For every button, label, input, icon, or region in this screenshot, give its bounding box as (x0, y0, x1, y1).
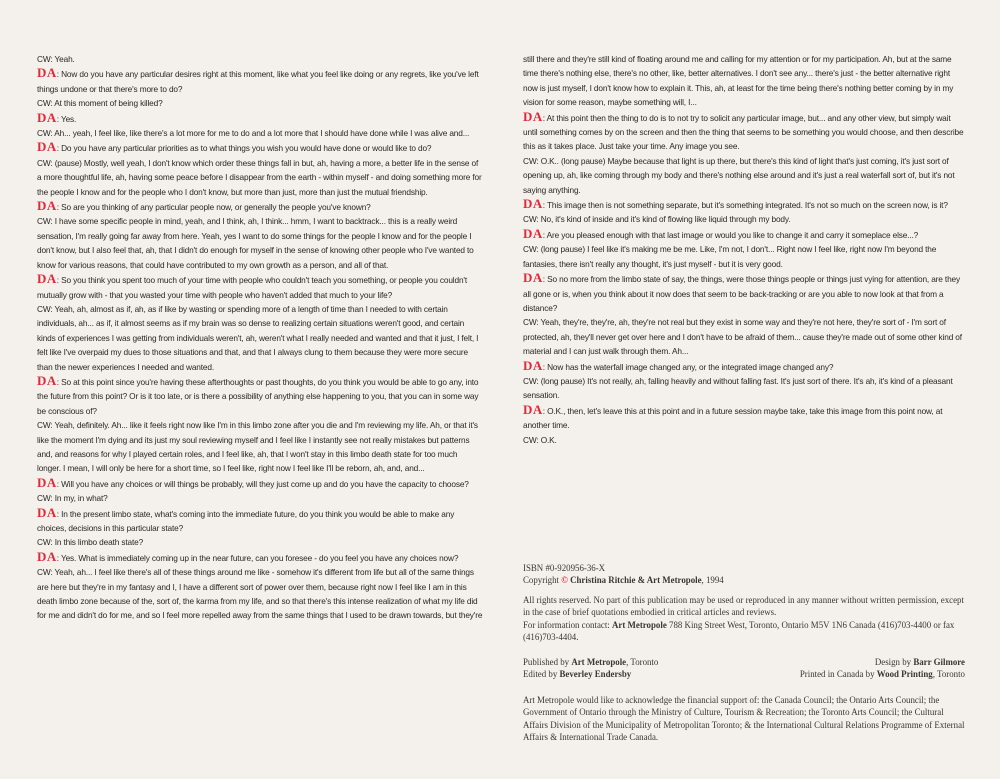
transcript-line (523, 212, 966, 226)
credits-block (523, 656, 965, 681)
speaker-da-label: DA (523, 108, 543, 124)
speaker-da-label: DA (523, 270, 543, 286)
transcript-text: (long pause) I feel like it's making me be me. Like, I'm not, I don't... Right now I feel like, right now I'm beyond the fantasies, there isn't really any thought, it's just myself - but it is very good. (523, 244, 937, 269)
transcript-line: DA: Will you have any choices or will things be probably, will they just come up and do you have the capacity to choose? (37, 474, 469, 490)
transcript-text: No, it's kind of inside and it's kind of flowing like liquid through my body. (540, 214, 791, 225)
speaker-da-label: DA (523, 196, 543, 212)
transcript-left-column (37, 52, 483, 623)
transcript-line: DA: Yes. What is immediately coming up in the near future, can you foresee - do you feel you have any choices now? (37, 548, 459, 564)
transcript-text: Yes. (60, 113, 77, 124)
transcript-line: DA: Now has the waterfall image changed any, or the integrated image changed any? (523, 357, 834, 373)
speaker-cw-label: CW: (523, 214, 539, 225)
transcript-line (37, 214, 483, 272)
speaker-da-label: DA (37, 474, 57, 490)
acknowledgement-block (523, 694, 965, 744)
transcript-text: (long pause) It's not really, ah, falling heavily and without falling fast. It's just sort of there. It's ah, it's kind of a pleasant sensation. (523, 375, 953, 401)
transcript-line (523, 433, 966, 447)
contact-info: For information contact: Art Metropole 788 King Street West, Toronto, Ontario M5V 1N6 Canada (416)703-4400 or fax (416)703-4404. (523, 619, 955, 643)
transcript-text: So at this point since you're having these afterthoughts or past thoughts, do you think you would be able to go any, into the future from this point? Or is it too late, or is there a possibility of anything else happening to you, that you can in some way be conscious of? (37, 376, 479, 416)
transcript-text: Yeah, definitely. Ah... like it feels right now like I'm in this limbo zone after you die and I'm reviewing my life. Ah, or that it's like the moment I'm dying and its just my soul reviewing myself and I feel like I instantly see not really mistakes but patterns and, and reasons for why I played certain roles, and I feel like, ah, that I won't stay in this limbo death state for too much longer. I mean, I will only be here for a short time, so I feel like, right now I feel like I'll be reborn, ah, and, and... (37, 420, 478, 474)
transcript-line (523, 242, 966, 271)
transcript-text: Now do you have any particular desires right at this moment, like what you feel like doing or any regrets, like you've left things undone or that there's more to do? (37, 69, 479, 94)
edited-by: Edited by Beverley Endersby (523, 669, 632, 680)
transcript-text: Yeah, ah, almost as if, ah, as if like by wasting or spending more of a length of time than I needed to with certain individuals, ah... as if, it almost seems as if my brain was so dense to realizing certain situations weren't good, and certain kinds of experiences I was getting from individuals weren't, ah, weren't what I really needed and wanted and that it just, I felt, I felt like I've overpaid my dues to those situations and that, and that I always clung to them because they were more secure than the newer experiences I needed and wanted. (37, 303, 479, 372)
transcript-line: DA: So at this point since you're having these afterthoughts or past thoughts, do you think you would be able to go any, into the future from this point? Or is it too late, or is there a possibility of anything else happening to you, that you can in some way be conscious of? (37, 372, 479, 416)
transcript-text: At this moment of being killed? (54, 98, 163, 109)
speaker-cw-label: CW: (37, 420, 53, 431)
rights-text: All rights reserved. No part of this publication may be used or reproduced in any manner without written permission, except in the case of brief quotations embodied in critical articles and reviews. (523, 595, 964, 618)
transcript-text: O.K., then, let's leave this at this point and in a future session maybe take, take this image from this point now, at another time. (523, 405, 943, 431)
transcript-text: In the present limbo state, what's coming into the immediate future, do you think you would be able to make any choices, decisions in this particular state? (37, 508, 455, 533)
transcript-right-column (523, 52, 966, 447)
transcript-line (523, 154, 966, 197)
transcript-text: Yes. What is immediately coming up in the near future, can you foresee - do you feel you have any choices now? (60, 552, 459, 563)
speaker-da-label: DA (523, 357, 543, 373)
transcript-text: In this limbo death state? (54, 537, 144, 548)
speaker-da-label: DA (37, 504, 57, 520)
transcript-text: O.K.. (long pause) Maybe because that light is up there, but there's this kind of light that's just coming, it's just sort of opening up, ah, like coming through my body and there's nothing else around and it's just a real waterfall sort of, but it's not saying anything. (523, 155, 955, 195)
speaker-cw-label: CW: (523, 155, 539, 166)
transcript-line (37, 126, 483, 140)
transcript-line (37, 565, 483, 623)
speaker-cw-label: CW: (37, 303, 53, 314)
transcript-text: This image then is not something separate, but it's something integrated. It's not so much on the screen now, is it? (546, 200, 948, 211)
transcript-text: Ah... yeah, I feel like, like there's a lot more for me to do and a lot more that I should have done while I was alive and... (54, 128, 470, 139)
speaker-cw-label: CW: (37, 567, 53, 578)
transcript-line: DA: Now do you have any particular desires right at this moment, like what you feel like doing or any regrets, like you've left things undone or that there's more to do? (37, 65, 479, 94)
speaker-cw-label: CW: (523, 434, 539, 445)
transcript-text: So no more from the limbo state of say, the things, were those things people or things just vying for attention, are they all gone or is, when you think about it now does that seem to be back-tracking or are you able to now look at that from a distance? (523, 274, 961, 313)
speaker-da-label: DA (37, 139, 57, 155)
speaker-da-label: DA (37, 548, 57, 564)
acknowledgement-text: Art Metropole would like to acknowledge the financial support of: the Canada Council; the Ontario Arts Council; the Government of Ontario through the Ministry of Culture, Tourism & Recreation; the Toronto Arts Council; the Cultural Affairs Division of the Municipality of Metropolitan Toronto; & the International Cultural Relations Programme of External Affairs & International Trade Canada. (523, 695, 965, 743)
speaker-cw-label: CW: (37, 54, 53, 64)
transcript-line (37, 535, 483, 549)
speaker-da-label: DA (37, 109, 57, 125)
transcript-text: Do you have any particular priorities as to what things you wish you would have done or would like to do? (61, 143, 432, 154)
copyright: Copyright © Christina Ritchie & Art Metropole, 1994 (523, 575, 724, 586)
speaker-cw-label: CW: (523, 375, 539, 386)
transcript-text: Now has the waterfall image changed any, or the integrated image changed any? (547, 361, 834, 372)
isbn-block (523, 562, 965, 587)
speaker-cw-label: CW: (37, 493, 53, 504)
transcript-line: DA: So are you thinking of any particular people now, or generally the people you've known? (37, 198, 371, 214)
transcript-text: (pause) Mostly, well yeah, I don't know which order these things fall in but, ah, having a more, a better life in the sense of a more thoughtful life, ah, having some peace before I disappear from the earth - within myself - and doing something more for the people I know and for the people who I don't know, but more than just, more than just the mutual friendship. (37, 157, 482, 197)
rights-block (523, 594, 965, 644)
speaker-da-label: DA (523, 401, 543, 417)
transcript-line (37, 302, 483, 374)
speaker-cw-label: CW: (37, 128, 53, 139)
transcript-text: O.K. (540, 434, 557, 445)
speaker-cw-label: CW: (37, 98, 53, 109)
transcript-text: In my, in what? (54, 493, 108, 504)
published-by: Published by Art Metropole, Toronto (523, 657, 659, 667)
transcript-text: Yeah, ah... I feel like there's all of these things around me like - somehow it's different from life but all of the same things are here but they're in my fantasy and I, I have a different sort of power over them, because right now I feel like I am in this death limbo zone because of the, sort of, the karma from my life, and so that there's this intense realization of what my life did for me and didn't do for me, and so I feel more repelled away from the same things that I used to be drawn towards, but they're (37, 567, 483, 621)
transcript-line: DA: Yes. (37, 109, 77, 125)
speaker-da-label: DA (523, 225, 543, 241)
transcript-text: So are you thinking of any particular people now, or generally the people you've known? (61, 202, 371, 213)
transcript-line (37, 491, 483, 505)
transcript-line: DA: Are you pleased enough with that last image or would you like to change it and carry it someplace else...? (523, 225, 919, 241)
transcript-line (523, 315, 966, 358)
transcript-line (37, 96, 483, 110)
transcript-text: So you think you spent too much of your time with people who couldn't teach you something, or people you couldn't mutually grow with - that you wasted your time with people who haven't added that much to your life? (37, 275, 468, 300)
transcript-text: still there and they're still kind of floating around me and calling for my attention or for my participation. Ah, but at the same time there's nothing else, there's no other, like, better alternatives. I don't see any... there's just - the better alternative right now is just myself, I don't know how to explain it. This, ah, at least for the time being there's nothing better coming by in my vision for some reason, maybe something will, I... (523, 54, 954, 108)
transcript-text: At this point then the thing to do is to not try to solicit any particular image, but... and any other view, but simply wait until something comes by on the screen and then the thing that seems to be something you would choose, and then describe this as it takes place. Just take your time. Any image you see. (523, 112, 964, 152)
design-by: Design by Barr Gilmore (874, 657, 965, 667)
transcript-line (37, 156, 483, 199)
transcript-text: Yeah, they're, they're, ah, they're not real but they exist in some way and they're not here, they're sort of - I'm sort of protected, ah, they'll never get over here and I don't have to be afraid of them... cause they're made out of some other kind of material and I can just walk through them. Ah... (523, 317, 962, 357)
speaker-cw-label: CW: (37, 537, 53, 548)
isbn: ISBN #0-920956-36-X (523, 563, 606, 573)
transcript-text: I have some specific people in mind, yeah, and I think, ah, I think... hmm, I want to backtrack... this is a really weird sensation, I'm really going far away from here. Yeah, yes I want to do some things for the people I know and for the people I don't know, but I also feel that, ah, that I didn't do enough for myself in the sense of knowing other people who I've wanted to know for various reasons, that could have contributed to my own growth as a person, and all of that. (37, 216, 474, 270)
speaker-cw-label: CW: (37, 157, 53, 168)
transcript-text: Are you pleased enough with that last image or would you like to change it and carry it someplace else...? (546, 229, 919, 240)
transcript-line: DA: So no more from the limbo state of say, the things, were those things people or things just vying for attention, are they all gone or is, when you think about it now does that seem to be back-tracking or are you able to now look at that from a distance? (523, 270, 961, 313)
transcript-line: DA: So you think you spent too much of your time with people who couldn't teach you something, or people you couldn't mutually grow with - that you wasted your time with people who haven't added that much to your life? (37, 271, 468, 300)
transcript-line: DA: At this point then the thing to do is to not try to solicit any particular image, but... and any other view, but simply wait until something comes by on the screen and then the thing that seems to be something you would choose, and then describe this as it takes place. Just take your time. Any image you see. (523, 108, 964, 152)
transcript-text: Will you have any choices or will things be probably, will they just come up and do you have the capacity to choose? (61, 478, 469, 489)
transcript-line: DA: In the present limbo state, what's coming into the immediate future, do you think you would be able to make any choices, decisions in this particular state? (37, 504, 455, 533)
speaker-da-label: DA (37, 271, 57, 287)
speaker-da-label: DA (37, 198, 57, 214)
transcript-line (37, 52, 483, 66)
printed-by: Printed in Canada by Wood Printing, Toronto (799, 669, 965, 680)
transcript-line: DA: Do you have any particular priorities as to what things you wish you would have done or would like to do? (37, 139, 432, 155)
transcript-line (37, 418, 483, 476)
transcript-line: DA: This image then is not something separate, but it's something integrated. It's not so much on the screen now, is it? (523, 196, 948, 212)
transcript-line: DA: O.K., then, let's leave this at this point and in a future session maybe take, take this image from this point now, at another time. (523, 401, 943, 431)
transcript-line (523, 52, 966, 110)
speaker-cw-label: CW: (523, 244, 539, 255)
speaker-da-label: DA (37, 65, 57, 81)
transcript-text: Yeah. (54, 54, 75, 64)
speaker-cw-label: CW: (37, 216, 53, 227)
credits-row-2 (523, 668, 965, 680)
credits-row-1 (523, 656, 965, 668)
speaker-cw-label: CW: (523, 317, 539, 328)
speaker-da-label: DA (37, 372, 57, 388)
transcript-line (523, 374, 966, 403)
